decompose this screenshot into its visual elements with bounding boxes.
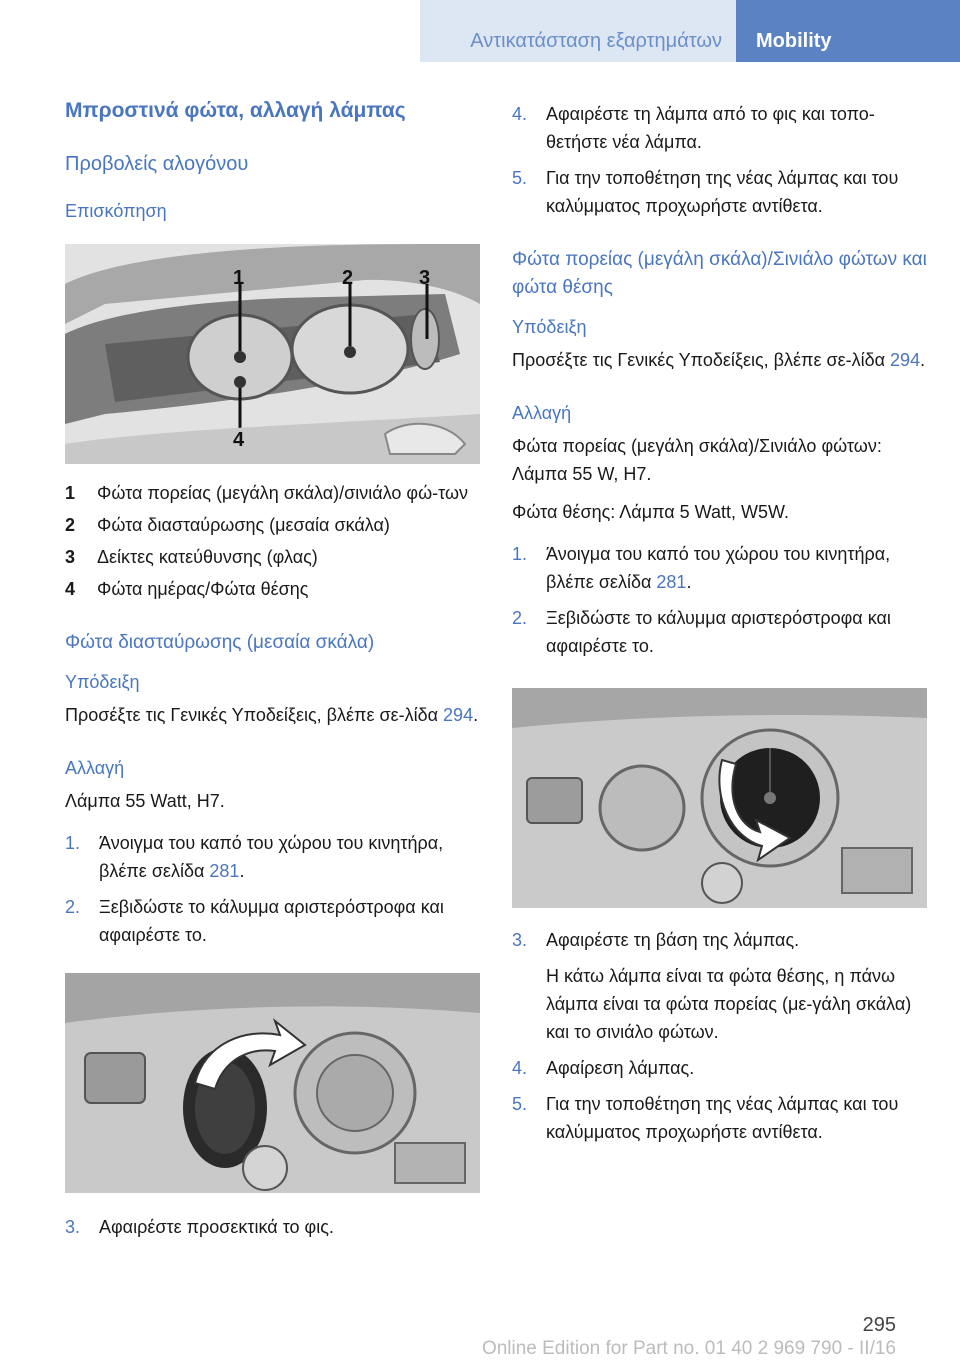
step-text: Αφαιρέστε τη λάμπα από το φις και τοπο‐θετήστε νέα λάμπα. [546, 104, 875, 152]
note-heading: Υπόδειξη [512, 317, 587, 337]
step-item [65, 893, 480, 949]
step-detail: Η κάτω λάμπα είναι τα φώτα θέσης, η πάνω λάμπα είναι τα φώτα πορείας (με‐γάλη σκάλα) και το σινιάλο φώτων. [546, 966, 912, 1042]
callout-2: 2 [342, 267, 354, 289]
callout-3: 3 [419, 267, 431, 289]
page-link-294[interactable]: 294 [890, 350, 921, 370]
callout-4: 4 [233, 429, 245, 451]
step-text: Ξεβιδώστε το κάλυμμα αριστερόστροφα και αφαιρέστε το. [99, 897, 444, 945]
steps-list [512, 100, 927, 220]
step-item [512, 926, 927, 954]
steps-list [65, 829, 480, 949]
page-number: 295 [862, 1314, 896, 1336]
step-number: 4. [512, 104, 528, 124]
cover-removal-illustration [65, 973, 480, 1193]
step-number: 2. [65, 897, 81, 917]
steps-list [65, 1213, 480, 1241]
page-title: Μπροστινά φώτα, αλλαγή λάμπας [65, 99, 406, 122]
step-number: 5. [512, 168, 528, 188]
page-link-281[interactable]: 281 [656, 572, 687, 592]
step-number: 3. [512, 930, 528, 950]
header-tab-mobility[interactable]: Mobility [736, 0, 960, 62]
change-heading: Αλλαγή [65, 758, 125, 778]
legend-item [65, 512, 480, 539]
high-beam-cover-illustration [512, 688, 927, 908]
change-heading: Αλλαγή [512, 403, 572, 423]
step-text: Ξεβιδώστε το κάλυμμα αριστερόστροφα και αφαιρέστε το. [546, 608, 891, 656]
legend-number: 4 [65, 579, 76, 599]
high-beam-heading: Φώτα πορείας (μεγάλη σκάλα)/Σινιάλο φώτων και φώτα θέσης [512, 249, 927, 298]
step-item [512, 540, 927, 596]
high-beam-cover-figure [512, 688, 927, 908]
step-text: Άνοιγμα του καπό του χώρου του κινητήρα, βλέπε σελίδα 281. [99, 833, 444, 881]
step-item [512, 1054, 927, 1082]
step-number: 1. [512, 544, 528, 564]
section-title: Προβολείς αλογόνου [65, 153, 249, 175]
legend-item [65, 544, 480, 571]
change-text: Λάμπα 55 Watt, H7. [65, 791, 225, 811]
steps-list [512, 540, 927, 660]
steps-list [512, 926, 927, 1146]
step-item [512, 604, 927, 660]
callout-1: 1 [233, 267, 245, 289]
step-item [512, 1090, 927, 1146]
low-beam-heading: Φώτα διασταύρωσης (μεσαία σκάλα) [65, 632, 375, 653]
legend-number: 1 [65, 483, 76, 503]
overview-heading: Επισκόπηση [65, 201, 167, 221]
page-footer [0, 1306, 960, 1362]
step-item [512, 164, 927, 220]
note-text: Προσέξτε τις Γενικές Υποδείξεις, βλέπε σε‐λίδα 294. [512, 350, 926, 370]
change-text: Φώτα πορείας (μεγάλη σκάλα)/Σινιάλο φώτων: Λάμπα 55 W, H7. [512, 436, 882, 484]
legend-item [65, 576, 480, 603]
header-section-title: Αντικατάσταση εξαρτημάτων [420, 0, 736, 62]
step-text: Αφαιρέστε προσεκτικά το φις. [99, 1217, 334, 1237]
figure-legend [65, 480, 480, 603]
page-header [0, 0, 960, 62]
note-heading: Υπόδειξη [65, 672, 140, 692]
step-item [65, 829, 480, 885]
headlight-overview-illustration [65, 244, 480, 464]
legend-number: 3 [65, 547, 76, 567]
step-number: 1. [65, 833, 81, 853]
step-text: Αφαιρέστε τη βάση της λάμπας. [546, 930, 800, 950]
step-text: Για την τοποθέτηση της νέας λάμπας και του καλύμματος προχωρήστε αντίθετα. [546, 168, 899, 216]
right-column [512, 96, 927, 1154]
legend-item [65, 480, 480, 507]
headlight-overview-figure [65, 244, 480, 464]
cover-removal-figure [65, 973, 480, 1193]
step-number: 5. [512, 1094, 528, 1114]
legend-text: Φώτα ημέρας/Φώτα θέσης [97, 579, 309, 599]
left-column [65, 96, 480, 1249]
page-link-294[interactable]: 294 [443, 705, 474, 725]
legend-text: Φώτα πορείας (μεγάλη σκάλα)/σινιάλο φώ‐των [97, 483, 469, 503]
step-number: 3. [65, 1217, 81, 1237]
page-link-281[interactable]: 281 [209, 861, 240, 881]
step-text: Άνοιγμα του καπό του χώρου του κινητήρα, βλέπε σελίδα 281. [546, 544, 891, 592]
note-text: Προσέξτε τις Γενικές Υποδείξεις, βλέπε σε‐λίδα 294. [65, 705, 479, 725]
step-item [512, 100, 927, 156]
step-item [65, 1213, 480, 1241]
legend-text: Δείκτες κατεύθυνσης (φλας) [97, 547, 318, 567]
edition-text: Online Edition for Part no. 01 40 2 969 790 - II/16 [481, 1338, 896, 1359]
step-number: 4. [512, 1058, 528, 1078]
legend-text: Φώτα διασταύρωσης (μεσαία σκάλα) [97, 515, 390, 535]
step-number: 2. [512, 608, 528, 628]
step-text: Για την τοποθέτηση της νέας λάμπας και του καλύμματος προχωρήστε αντίθετα. [546, 1094, 899, 1142]
legend-number: 2 [65, 515, 76, 535]
step-text: Αφαίρεση λάμπας. [546, 1058, 695, 1078]
change-text: Φώτα θέσης: Λάμπα 5 Watt, W5W. [512, 502, 789, 522]
